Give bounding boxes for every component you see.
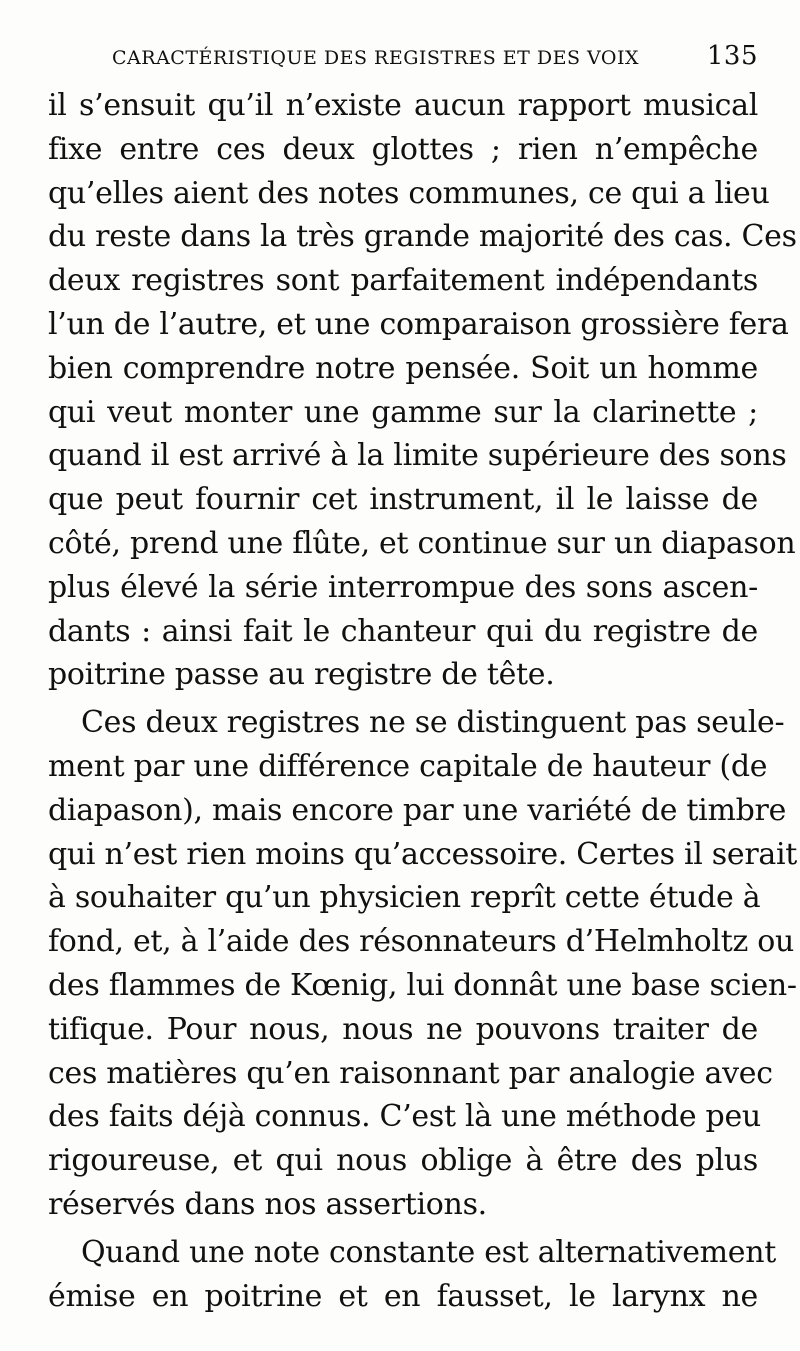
text-line: des flammes de Kœnig, lui donnât une base scien- bbox=[48, 967, 797, 1003]
text-line: à souhaiter qu’un physicien reprît cette étude à bbox=[48, 880, 761, 916]
text-line: émise en poitrine et en fausset, le larynx ne bbox=[48, 1278, 758, 1314]
text-line: quand il est arrivé à la limite supérieure des sons bbox=[48, 438, 787, 474]
paragraph-1 bbox=[48, 84, 797, 697]
running-title: CARACTÉRISTIQUE DES REGISTRES ET DES VOIX bbox=[112, 47, 640, 69]
paragraph-3 bbox=[48, 1231, 777, 1319]
text-line: il s’ensuit qu’il n’existe aucun rapport musical bbox=[48, 88, 758, 123]
text-line: réservés dans nos assertions. bbox=[48, 1186, 487, 1222]
text-line: qui n’est rien moins qu’accessoire. Certes il serait bbox=[48, 836, 798, 872]
text-line: du reste dans la très grande majorité des cas. Ces bbox=[48, 219, 797, 255]
text-line: diapason), mais encore par une variété de timbre bbox=[48, 792, 787, 828]
text-line: Quand une note constante est alternativement bbox=[81, 1234, 777, 1270]
text-line: l’un de l’autre, et une comparaison grossière fera bbox=[48, 306, 789, 342]
text-line: qui veut monter une gamme sur la clarinette ; bbox=[48, 394, 758, 430]
body-text bbox=[48, 84, 798, 1318]
text-line: fond, et, à l’aide des résonnateurs d’Helmholtz ou bbox=[48, 924, 795, 960]
text-line: bien comprendre notre pensée. Soit un homme bbox=[48, 350, 758, 386]
text-line: côté, prend une flûte, et continue sur un diapason bbox=[48, 525, 796, 561]
text-line: dants : ainsi fait le chanteur qui du registre de bbox=[48, 613, 758, 649]
text-line: qu’elles aient des notes communes, ce qui a lieu bbox=[48, 175, 770, 211]
text-line: deux registres sont parfaitement indépendants bbox=[48, 263, 758, 299]
text-line: fixe entre ces deux glottes ; rien n’empêche bbox=[48, 131, 758, 167]
text-line: poitrine passe au registre de tête. bbox=[48, 657, 555, 693]
text-line: ment par une différence capitale de hauteur (de bbox=[48, 748, 768, 784]
text-line: rigoureuse, et qui nous oblige à être des plus bbox=[48, 1143, 758, 1179]
text-line: Ces deux registres ne se distinguent pas seule- bbox=[81, 705, 785, 741]
text-line: tifique. Pour nous, nous ne pouvons traiter de bbox=[48, 1011, 758, 1047]
text-line: des faits déjà connus. C’est là une méthode peu bbox=[48, 1099, 761, 1135]
text-line: plus élevé la série interrompue des sons ascen- bbox=[48, 569, 758, 605]
paragraph-2 bbox=[48, 701, 798, 1227]
page-number: 135 bbox=[706, 41, 758, 71]
text-line: que peut fournir cet instrument, il le laisse de bbox=[48, 482, 758, 518]
running-head bbox=[112, 42, 758, 74]
text-line: ces matières qu’en raisonnant par analogie avec bbox=[48, 1055, 773, 1091]
